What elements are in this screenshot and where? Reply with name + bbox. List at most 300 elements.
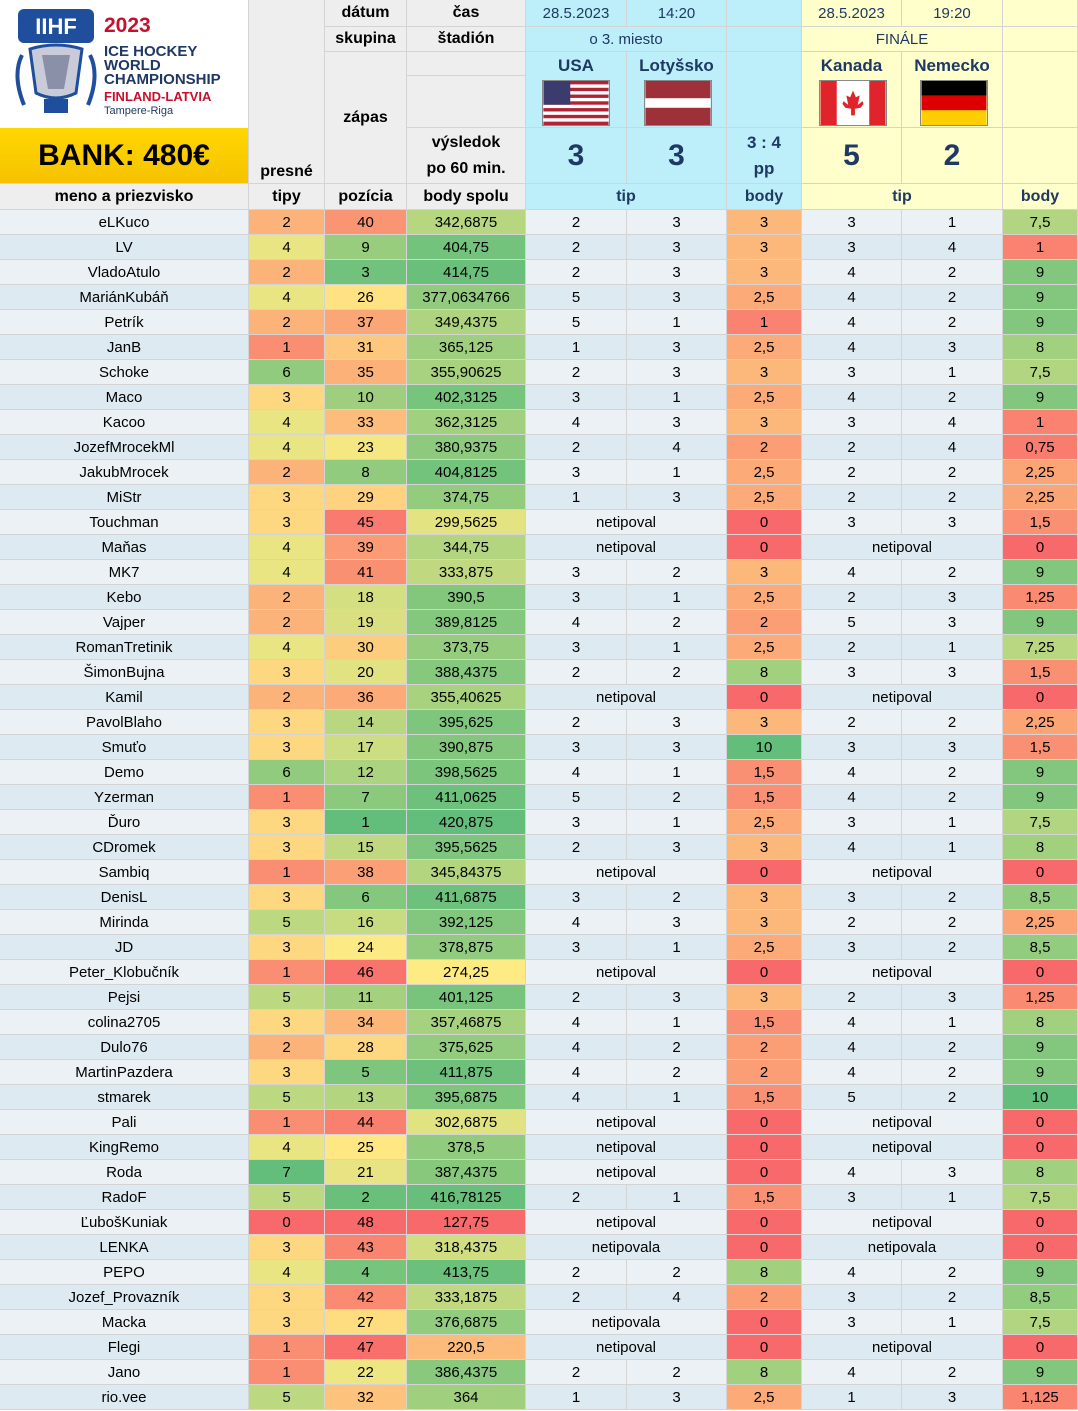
body-spolu: 411,875: [407, 1060, 526, 1085]
game1-tip-home: netipoval: [526, 1160, 727, 1185]
presne-tipy: 4: [249, 435, 325, 460]
body-spolu: 386,4375: [407, 1360, 526, 1385]
body-spolu: 416,78125: [407, 1185, 526, 1210]
body-spolu: 342,6875: [407, 210, 526, 235]
game2-tip-home: netipoval: [802, 1135, 1003, 1160]
game1-tip-home: 2: [526, 1360, 627, 1385]
game2-tip-away: 2: [902, 1260, 1003, 1285]
game2-date: 28.5.2023: [802, 0, 902, 27]
presne-tipy: 4: [249, 560, 325, 585]
game1-tip-away: 3: [627, 210, 727, 235]
blank-header-2: [407, 76, 526, 128]
game2-tip-away: 2: [902, 560, 1003, 585]
table-row: [0, 910, 1078, 935]
pozicia: 41: [325, 560, 407, 585]
game1-tip-home: 2: [526, 360, 627, 385]
body-spolu: 355,90625: [407, 360, 526, 385]
game2-tip-home: 4: [802, 1035, 902, 1060]
game1-tip-home: 3: [526, 885, 627, 910]
presne-tipy: 5: [249, 910, 325, 935]
player-name: LENKA: [0, 1235, 249, 1260]
game2-body: 9: [1003, 785, 1078, 810]
game1-tip-away: 1: [627, 385, 727, 410]
presne-header: presné: [249, 0, 325, 184]
game1-time: 14:20: [627, 0, 727, 27]
game2-body: 9: [1003, 1035, 1078, 1060]
presne-tipy: 4: [249, 1260, 325, 1285]
latvia-flag-icon: [644, 80, 712, 126]
player-name: Peter_Klobučník: [0, 960, 249, 985]
game2-blank-stage: [1003, 27, 1078, 52]
body-spolu: 392,125: [407, 910, 526, 935]
game2-tip-away: 2: [902, 385, 1003, 410]
body-spolu: 395,625: [407, 710, 526, 735]
game1-body: 2: [727, 1285, 802, 1310]
game1-tip-home: 5: [526, 785, 627, 810]
pozicia: 3: [325, 260, 407, 285]
game1-tip-away: 3: [627, 360, 727, 385]
game2-time: 19:20: [902, 0, 1003, 27]
game2-tip-away: 2: [902, 260, 1003, 285]
game2-tip-home: netipoval: [802, 860, 1003, 885]
game1-tip-home: 2: [526, 1260, 627, 1285]
logo-year: 2023: [104, 14, 151, 37]
game2-tip-home: 4: [802, 760, 902, 785]
game2-extra: [1003, 128, 1078, 184]
game2-tip-home: 3: [802, 735, 902, 760]
game2-body: 9: [1003, 560, 1078, 585]
game1-tip-away: 2: [627, 1260, 727, 1285]
game1-body: 1,5: [727, 1010, 802, 1035]
table-row: [0, 260, 1078, 285]
game2-tip-home: 4: [802, 285, 902, 310]
player-name: Petrík: [0, 310, 249, 335]
game1-tip-home: 2: [526, 835, 627, 860]
game2-body: 2,25: [1003, 460, 1078, 485]
presne-tipy: 1: [249, 1360, 325, 1385]
game2-tip-home: 4: [802, 1010, 902, 1035]
presne-tipy: 5: [249, 985, 325, 1010]
table-row: [0, 1385, 1078, 1410]
game2-body: 9: [1003, 285, 1078, 310]
player-name: JakubMrocek: [0, 460, 249, 485]
table-row: [0, 635, 1078, 660]
game2-body: 8: [1003, 835, 1078, 860]
game1-body: 8: [727, 1260, 802, 1285]
game2-tip-home: 2: [802, 435, 902, 460]
game1-body: 0: [727, 1310, 802, 1335]
game1-tip-home: 4: [526, 760, 627, 785]
game1-tip-away: 3: [627, 335, 727, 360]
game1-tip-away: 1: [627, 460, 727, 485]
body-spolu: 395,5625: [407, 835, 526, 860]
table-row: [0, 1360, 1078, 1385]
game1-body: 3: [727, 410, 802, 435]
player-name: CDromek: [0, 835, 249, 860]
logo-line2: WORLD: [104, 57, 161, 74]
game2-tip-home: 4: [802, 1060, 902, 1085]
game2-body: 9: [1003, 1060, 1078, 1085]
game1-tip-away: 4: [627, 1285, 727, 1310]
game2-body: 1,25: [1003, 985, 1078, 1010]
pozicia: 37: [325, 310, 407, 335]
presne-tipy: 3: [249, 710, 325, 735]
table-row: [0, 1285, 1078, 1310]
game2-body: 0: [1003, 535, 1078, 560]
game2-tip-home: netipoval: [802, 685, 1003, 710]
game1-body: 8: [727, 1360, 802, 1385]
pozicia: 45: [325, 510, 407, 535]
game1-tip-away: 3: [627, 735, 727, 760]
body-spolu: 299,5625: [407, 510, 526, 535]
player-name: LV: [0, 235, 249, 260]
game1-tip-away: 3: [627, 285, 727, 310]
presne-tipy: 2: [249, 210, 325, 235]
table-row: [0, 485, 1078, 510]
game2-tip-home: 2: [802, 635, 902, 660]
game2-tip-away: 1: [902, 835, 1003, 860]
game1-tip-away: 3: [627, 235, 727, 260]
body-spolu: 411,6875: [407, 885, 526, 910]
pozicia: 39: [325, 535, 407, 560]
game1-body: 2,5: [727, 1385, 802, 1410]
player-name: MK7: [0, 560, 249, 585]
game1-tip-home: netipoval: [526, 960, 727, 985]
pozicia: 38: [325, 860, 407, 885]
tipy-column-header: tipy: [249, 184, 325, 210]
body-spolu: 127,75: [407, 1210, 526, 1235]
game1-tip-home: 4: [526, 1010, 627, 1035]
game2-tip-away: 4: [902, 410, 1003, 435]
game1-tip-away: 2: [627, 1035, 727, 1060]
game1-tip-away: 2: [627, 785, 727, 810]
body-spolu: 401,125: [407, 985, 526, 1010]
body-spolu: 378,5: [407, 1135, 526, 1160]
presne-tipy: 3: [249, 835, 325, 860]
presne-tipy: 1: [249, 335, 325, 360]
presne-tipy: 4: [249, 635, 325, 660]
table-row: [0, 585, 1078, 610]
pozicia: 42: [325, 1285, 407, 1310]
table-row: [0, 1210, 1078, 1235]
player-name: Touchman: [0, 510, 249, 535]
player-name: Dulo76: [0, 1035, 249, 1060]
presne-tipy: 4: [249, 1135, 325, 1160]
body-spolu: 390,875: [407, 735, 526, 760]
presne-tipy: 6: [249, 360, 325, 385]
player-name: ŠimonBujna: [0, 660, 249, 685]
game2-body: 1: [1003, 235, 1078, 260]
game1-tip-home: 3: [526, 735, 627, 760]
game1-body: 3: [727, 910, 802, 935]
presne-tipy: 4: [249, 410, 325, 435]
presne-tipy: 1: [249, 1335, 325, 1360]
presne-tipy: 3: [249, 1285, 325, 1310]
game2-tip-home: 3: [802, 235, 902, 260]
player-name: KingRemo: [0, 1135, 249, 1160]
game2-body: 9: [1003, 610, 1078, 635]
pozicia: 28: [325, 1035, 407, 1060]
player-name: Vajper: [0, 610, 249, 635]
player-name: MiStr: [0, 485, 249, 510]
body-spolu: 274,25: [407, 960, 526, 985]
player-name: Kebo: [0, 585, 249, 610]
presne-tipy: 1: [249, 785, 325, 810]
game1-tip-home: 3: [526, 935, 627, 960]
game1-tip-away: 1: [627, 635, 727, 660]
game1-tip-away: 3: [627, 835, 727, 860]
game2-tip-home: 4: [802, 785, 902, 810]
table-row: [0, 235, 1078, 260]
game1-tip-away: 3: [627, 985, 727, 1010]
player-name: JozefMrocekMl: [0, 435, 249, 460]
cas-header: čas: [407, 0, 526, 27]
game2-tip-away: 2: [902, 310, 1003, 335]
meno-column-header: meno a priezvisko: [0, 184, 249, 210]
pozicia: 43: [325, 1235, 407, 1260]
body-spolu: 355,40625: [407, 685, 526, 710]
game2-tip-away: 2: [902, 910, 1003, 935]
game2-body: 10: [1003, 1085, 1078, 1110]
game1-body: 8: [727, 660, 802, 685]
presne-tipy: 5: [249, 1085, 325, 1110]
table-row: [0, 1035, 1078, 1060]
game1-body: 1,5: [727, 1085, 802, 1110]
game1-body: 2,5: [727, 810, 802, 835]
game1-body: 0: [727, 860, 802, 885]
game2-tip-home: netipoval: [802, 960, 1003, 985]
body-spolu: 376,6875: [407, 1310, 526, 1335]
game1-tip-away: 4: [627, 435, 727, 460]
game2-blank-top: [1003, 0, 1078, 27]
game1-away-team: Lotyšsko: [627, 52, 727, 128]
presne-tipy: 2: [249, 260, 325, 285]
game1-tip-away: 1: [627, 810, 727, 835]
game2-tip-away: 1: [902, 1185, 1003, 1210]
game2-tip-home: 2: [802, 710, 902, 735]
presne-tipy: 3: [249, 385, 325, 410]
pozicia: 9: [325, 235, 407, 260]
game2-body: 2,25: [1003, 485, 1078, 510]
table-row: [0, 1185, 1078, 1210]
table-row: [0, 510, 1078, 535]
pozicia: 22: [325, 1360, 407, 1385]
presne-tipy: 7: [249, 1160, 325, 1185]
game1-tip-home: netipoval: [526, 510, 727, 535]
table-row: [0, 335, 1078, 360]
pozicia: 48: [325, 1210, 407, 1235]
game1-tip-home: 2: [526, 210, 627, 235]
game1-body: 3: [727, 560, 802, 585]
body-spolu: 364: [407, 1385, 526, 1410]
game2-body: 8: [1003, 335, 1078, 360]
game2-body: 1,5: [1003, 660, 1078, 685]
pozicia: 47: [325, 1335, 407, 1360]
bank-banner: [0, 128, 249, 184]
body-spolu: 375,625: [407, 1035, 526, 1060]
game2-home-team: Kanada: [802, 52, 902, 128]
table-row: [0, 810, 1078, 835]
player-name: colina2705: [0, 1010, 249, 1035]
game2-body: 8,5: [1003, 885, 1078, 910]
body-spolu: 404,8125: [407, 460, 526, 485]
game1-tip-header: tip: [526, 184, 727, 210]
game2-body-header: body: [1003, 184, 1078, 210]
pozicia: 46: [325, 960, 407, 985]
player-name: MartinPazdera: [0, 1060, 249, 1085]
game2-tip-away: 2: [902, 885, 1003, 910]
vysledok-header: výsledok po 60 min.: [407, 128, 526, 184]
game1-tip-home: netipoval: [526, 1135, 727, 1160]
pozicia: 24: [325, 935, 407, 960]
table-row: [0, 285, 1078, 310]
body-spolu: 365,125: [407, 335, 526, 360]
game2-tip-away: 3: [902, 985, 1003, 1010]
player-name: JD: [0, 935, 249, 960]
game2-body: 9: [1003, 1260, 1078, 1285]
player-name: RomanTretinik: [0, 635, 249, 660]
game2-body: 0: [1003, 1235, 1078, 1260]
pozicia: 44: [325, 1110, 407, 1135]
game2-tip-home: 4: [802, 310, 902, 335]
game1-body: 1: [727, 310, 802, 335]
game1-tip-away: 2: [627, 885, 727, 910]
table-row: [0, 760, 1078, 785]
game2-tip-away: 4: [902, 235, 1003, 260]
presne-tipy: 2: [249, 685, 325, 710]
game2-tip-home: 3: [802, 660, 902, 685]
game2-home-score: 5: [802, 128, 902, 184]
game2-tip-home: 4: [802, 835, 902, 860]
game2-tip-home: 3: [802, 810, 902, 835]
game2-body: 2,25: [1003, 910, 1078, 935]
game2-tip-home: 4: [802, 1360, 902, 1385]
player-name: Ďuro: [0, 810, 249, 835]
game1-body: 10: [727, 735, 802, 760]
game1-tip-home: 5: [526, 310, 627, 335]
game1-body: 1,5: [727, 760, 802, 785]
presne-tipy: 2: [249, 310, 325, 335]
player-name: Jozef_Provazník: [0, 1285, 249, 1310]
blank-header: [407, 52, 526, 76]
body-spolu: 387,4375: [407, 1160, 526, 1185]
game1-body: 3: [727, 235, 802, 260]
table-row: [0, 410, 1078, 435]
game1-blank-top: [727, 0, 802, 27]
presne-tipy: 3: [249, 810, 325, 835]
germany-flag-icon: [920, 80, 988, 126]
game2-body: 0: [1003, 1335, 1078, 1360]
table-row: [0, 960, 1078, 985]
game2-tip-home: 4: [802, 1160, 902, 1185]
game1-body: 2: [727, 1035, 802, 1060]
game1-stage: o 3. miesto: [526, 27, 727, 52]
game1-tip-away: 3: [627, 1385, 727, 1410]
game1-body: 3: [727, 710, 802, 735]
game2-body: 0: [1003, 685, 1078, 710]
body-spolu: 373,75: [407, 635, 526, 660]
table-row: [0, 1235, 1078, 1260]
game2-tip-home: 3: [802, 935, 902, 960]
player-name: Macka: [0, 1310, 249, 1335]
game1-tip-home: netipoval: [526, 1335, 727, 1360]
game2-tip-away: 1: [902, 635, 1003, 660]
pozicia: 17: [325, 735, 407, 760]
game1-body: 2,5: [727, 460, 802, 485]
game1-home-team: USA: [526, 52, 627, 128]
table-row: [0, 1310, 1078, 1335]
game1-blank-team: [727, 52, 802, 128]
body-spolu-column-header: body spolu: [407, 184, 526, 210]
table-row: [0, 1335, 1078, 1360]
game1-tip-home: 1: [526, 485, 627, 510]
body-spolu: 318,4375: [407, 1235, 526, 1260]
presne-tipy: 4: [249, 285, 325, 310]
player-name: Jano: [0, 1360, 249, 1385]
body-spolu: 404,75: [407, 235, 526, 260]
game2-body: 7,5: [1003, 810, 1078, 835]
game2-body: 0,75: [1003, 435, 1078, 460]
presne-tipy: 2: [249, 460, 325, 485]
game1-tip-home: netipoval: [526, 1110, 727, 1135]
game1-tip-home: netipoval: [526, 535, 727, 560]
game2-tip-home: 4: [802, 1260, 902, 1285]
body-spolu: 362,3125: [407, 410, 526, 435]
game2-tip-home: 3: [802, 210, 902, 235]
game1-date: 28.5.2023: [526, 0, 627, 27]
presne-tipy: 5: [249, 1385, 325, 1410]
player-name: stmarek: [0, 1085, 249, 1110]
player-name: Smuťo: [0, 735, 249, 760]
game2-tip-away: 2: [902, 1085, 1003, 1110]
player-name: MariánKubáň: [0, 285, 249, 310]
game1-tip-away: 1: [627, 585, 727, 610]
game1-tip-home: netipovala: [526, 1235, 727, 1260]
game2-tip-home: 3: [802, 885, 902, 910]
standings-table: [0, 210, 1078, 1410]
game2-tip-home: 1: [802, 1385, 902, 1410]
body-spolu: 333,1875: [407, 1285, 526, 1310]
body-spolu: 220,5: [407, 1335, 526, 1360]
body-spolu: 344,75: [407, 535, 526, 560]
game1-tip-home: 2: [526, 660, 627, 685]
game2-tip-away: 1: [902, 1310, 1003, 1335]
game1-body: 1,5: [727, 785, 802, 810]
player-name: JanB: [0, 335, 249, 360]
presne-tipy: 3: [249, 485, 325, 510]
player-name: PavolBlaho: [0, 710, 249, 735]
game2-body: 9: [1003, 385, 1078, 410]
game1-body: 2,5: [727, 585, 802, 610]
game1-tip-away: 1: [627, 310, 727, 335]
body-spolu: 390,5: [407, 585, 526, 610]
body-spolu: 411,0625: [407, 785, 526, 810]
game1-tip-home: netipoval: [526, 860, 727, 885]
game1-tip-home: 3: [526, 560, 627, 585]
game2-body: 2,25: [1003, 710, 1078, 735]
presne-tipy: 1: [249, 1110, 325, 1135]
table-row: [0, 610, 1078, 635]
pozicia: 13: [325, 1085, 407, 1110]
logo-org: IIHF: [35, 14, 77, 39]
game1-tip-home: 3: [526, 810, 627, 835]
table-row: [0, 385, 1078, 410]
pozicia: 36: [325, 685, 407, 710]
table-row: [0, 1135, 1078, 1160]
game2-tip-away: 2: [902, 485, 1003, 510]
body-spolu: 345,84375: [407, 860, 526, 885]
table-row: [0, 935, 1078, 960]
